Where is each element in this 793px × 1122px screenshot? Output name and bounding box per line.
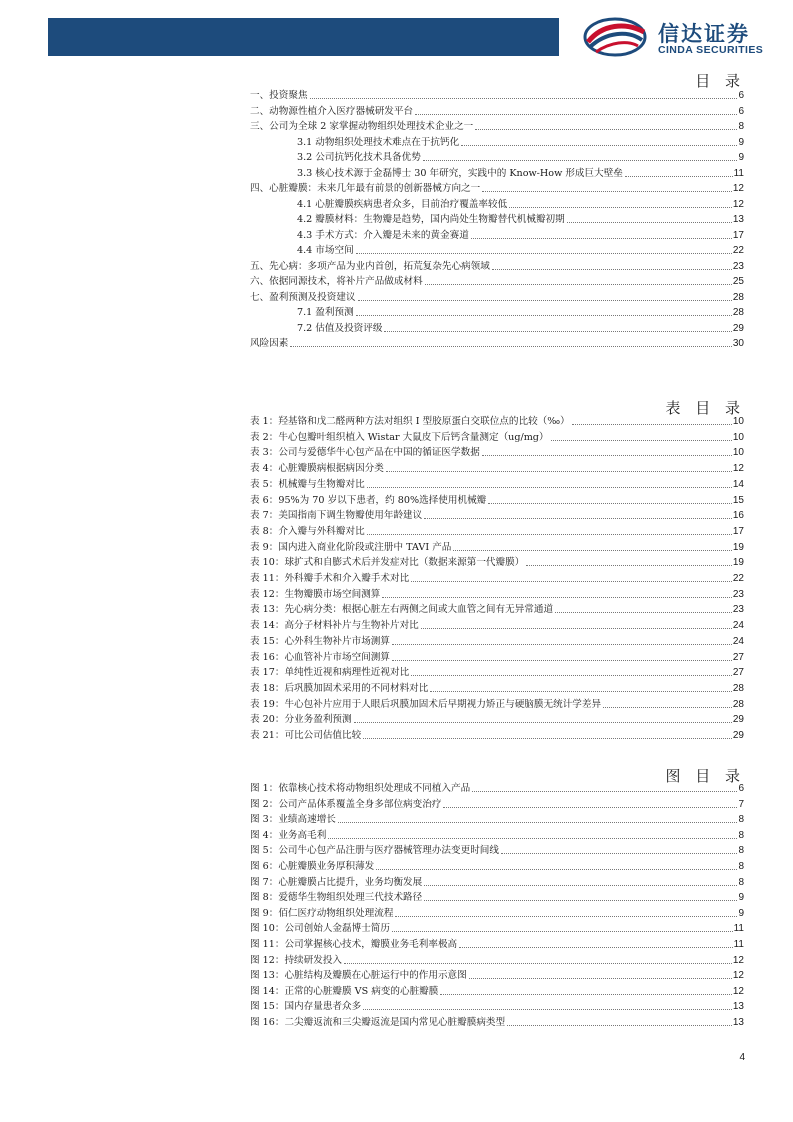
dot-leader — [356, 253, 732, 254]
dot-leader — [386, 471, 732, 472]
figure-entry-label: 图 5：公司牛心包产品注册与医疗器械管理办法变更时间线 — [250, 845, 499, 857]
figure-entry-page: 7 — [738, 798, 744, 810]
table-entry-page: 16 — [732, 510, 744, 522]
dot-leader — [471, 238, 732, 239]
contents-entry[interactable] — [250, 336, 744, 350]
table-entry[interactable] — [250, 618, 744, 632]
dot-leader — [424, 518, 732, 519]
figure-entry-label: 图 13：心脏结构及瓣膜在心脏运行中的作用示意图 — [250, 970, 467, 982]
dot-leader — [482, 455, 732, 456]
table-entry-label: 表 6：95%为 70 岁以下患者，约 80%选择使用机械瓣 — [250, 494, 487, 506]
table-entry-label: 表 2：牛心包瓣叶组织植入 Wistar 大鼠皮下后钙含量测定（ug/mg） — [250, 431, 549, 443]
table-entry[interactable] — [250, 540, 744, 554]
table-entry-label: 表 10：球扩式和自膨式术后并发症对比（数据来源第一代瓣膜） — [250, 557, 525, 569]
contents-entry-label: 3.1 动物组织处理技术难点在于抗钙化 — [297, 136, 460, 148]
contents-entry[interactable] — [297, 305, 744, 319]
cinda-logo-icon — [582, 14, 648, 60]
dot-leader — [440, 994, 732, 995]
contents-entry-page: 9 — [738, 152, 744, 163]
figure-entry[interactable] — [250, 859, 744, 873]
figure-entry-page: 12 — [732, 954, 744, 966]
contents-entry-label: 七、盈利预测及投资建议 — [250, 291, 356, 303]
figure-entry-page: 13 — [732, 1001, 744, 1013]
table-entry-label: 表 16：心血管补片市场空间测算 — [250, 651, 390, 663]
contents-entry[interactable] — [297, 321, 744, 335]
table-entry-label: 表 5：机械瓣与生物瓣对比 — [250, 478, 365, 490]
contents-entry[interactable] — [250, 119, 744, 133]
dot-leader — [461, 145, 737, 146]
figure-entry[interactable] — [250, 968, 744, 982]
table-entry[interactable] — [250, 430, 744, 444]
table-entry[interactable] — [250, 524, 744, 538]
figure-entry[interactable] — [250, 843, 744, 857]
table-entry[interactable] — [250, 477, 744, 491]
contents-entry[interactable] — [297, 150, 744, 164]
dot-leader — [425, 284, 732, 285]
table-entry-page: 24 — [732, 620, 744, 632]
dot-leader — [395, 916, 737, 917]
figure-entry[interactable] — [250, 797, 744, 811]
figure-entry[interactable] — [250, 875, 744, 889]
contents-entry-label: 4.2 瓣膜材料：生物瓣是趋势，国内尚处生物瓣替代机械瓣初期 — [297, 214, 565, 225]
contents-entry[interactable] — [250, 181, 744, 195]
figure-entry-label: 图 3：业绩高速增长 — [250, 814, 336, 826]
table-entry-page: 10 — [732, 416, 744, 427]
figure-entry-page: 12 — [732, 970, 744, 982]
contents-entry-page: 13 — [732, 214, 744, 225]
figure-entry-page: 6 — [738, 783, 744, 794]
figure-entry[interactable] — [250, 984, 744, 998]
figures-title: 图 目 录 — [665, 767, 745, 785]
table-entry-label: 表 8：介入瓣与外科瓣对比 — [250, 525, 365, 537]
contents-entry[interactable] — [297, 166, 744, 180]
figure-entry-page: 12 — [732, 985, 744, 997]
table-entry-label: 表 9：国内进入商业化阶段或注册中 TAVI 产品 — [250, 541, 452, 553]
table-entry-page: 19 — [732, 557, 744, 569]
contents-entry[interactable] — [297, 212, 744, 226]
dot-leader — [555, 612, 732, 613]
dot-leader — [526, 565, 732, 566]
table-entry[interactable] — [250, 461, 744, 475]
contents-entry-page: 11 — [733, 167, 744, 179]
tables-title: 表 目 录 — [665, 399, 745, 417]
figure-entry[interactable] — [250, 906, 744, 920]
table-entry-label: 表 18：后巩膜加固术采用的不同材料对比 — [250, 682, 429, 694]
dot-leader — [328, 838, 737, 839]
brand-name-en: CINDA SECURITIES — [658, 44, 764, 56]
header-bar — [48, 18, 559, 56]
contents-entry-label: 四、心脏瓣膜：未来几年最有前景的创新器械方向之一 — [250, 183, 481, 194]
figure-entry-page: 8 — [738, 845, 744, 857]
dot-leader — [344, 963, 732, 964]
brand-logo — [582, 14, 772, 60]
contents-entry[interactable] — [250, 290, 744, 304]
contents-entry-page: 25 — [732, 276, 744, 287]
dot-leader — [453, 550, 731, 551]
contents-entry[interactable] — [297, 197, 744, 211]
figure-entry[interactable] — [250, 953, 744, 967]
figure-entry-page: 11 — [733, 939, 744, 950]
figure-entry-page: 8 — [738, 829, 744, 841]
figure-entry-label: 图 11：公司掌握核心技术，瓣膜业务毛利率极高 — [250, 939, 458, 950]
table-entry[interactable] — [250, 493, 744, 507]
dot-leader — [459, 947, 732, 948]
figure-entry-page: 8 — [738, 876, 744, 888]
figure-entry-label: 图 16：二尖瓣返流和三尖瓣返流是国内常见心脏瓣膜病类型 — [250, 1017, 506, 1028]
table-entry-label: 表 7：美国指南下调生物瓣使用年龄建议 — [250, 510, 423, 522]
dot-leader — [472, 791, 737, 792]
contents-entry-page: 12 — [732, 183, 744, 194]
figure-entry[interactable] — [250, 812, 744, 826]
contents-entry-page: 23 — [732, 260, 744, 272]
dot-leader — [482, 191, 732, 192]
dot-leader — [356, 315, 732, 316]
figure-entry-label: 图 2：公司产品体系覆盖全身多部位病变治疗 — [250, 798, 442, 810]
dot-leader — [603, 707, 732, 708]
figure-entry-page: 8 — [738, 861, 744, 872]
table-entry[interactable] — [250, 634, 744, 648]
dot-leader — [411, 581, 732, 582]
table-entry-label: 表 12：生物瓣膜市场空间测算 — [250, 588, 381, 600]
table-entry-page: 24 — [732, 635, 744, 647]
contents-entry-label: 7.1 盈利预测 — [297, 307, 354, 318]
dot-leader — [415, 114, 737, 115]
contents-entry-page: 28 — [732, 307, 744, 318]
table-entry-page: 23 — [732, 588, 744, 600]
table-entry[interactable] — [250, 508, 744, 522]
figure-entry[interactable] — [250, 999, 744, 1013]
figure-entry[interactable] — [250, 828, 744, 842]
contents-entry[interactable] — [297, 135, 744, 149]
table-entry-page: 27 — [732, 667, 744, 679]
table-entry-page: 29 — [732, 730, 744, 741]
contents-entry[interactable] — [297, 228, 744, 242]
contents-entry-page: 28 — [732, 291, 744, 303]
table-entry-label: 表 15：心外科生物补片市场测算 — [250, 635, 390, 647]
figure-entry[interactable] — [250, 937, 744, 951]
figure-entry-label: 图 4：业务高毛利 — [250, 829, 327, 841]
contents-entry-page: 30 — [732, 338, 744, 349]
table-entry-label: 表 14：高分子材料补片与生物补片对比 — [250, 620, 419, 632]
table-entry[interactable] — [250, 587, 744, 601]
dot-leader — [572, 424, 732, 425]
table-entry[interactable] — [250, 712, 744, 726]
table-entry-label: 表 11：外科瓣手术和介入瓣手术对比 — [250, 573, 410, 584]
dot-leader — [567, 222, 732, 223]
contents-entry-label: 六、依据同源技术，将补片产品做成材料 — [250, 276, 423, 287]
contents-entry-label: 4.4 市场空间 — [297, 245, 354, 256]
contents-entry-label: 7.2 估值及投资评级 — [297, 322, 383, 334]
contents-entry-page: 12 — [732, 198, 744, 210]
dot-leader — [469, 978, 732, 979]
table-entry[interactable] — [250, 414, 744, 428]
dot-leader — [551, 440, 732, 441]
brand-name-cn: 信达证券 — [658, 22, 750, 46]
contents-entry-label: 二、动物源性植介入医疗器械研发平台 — [250, 105, 414, 117]
contents-entry-page: 9 — [738, 136, 744, 148]
table-entry-page: 19 — [732, 541, 744, 553]
figure-entry[interactable] — [250, 890, 744, 904]
dot-leader — [358, 300, 732, 301]
dot-leader — [488, 503, 732, 504]
table-entry-page: 29 — [732, 714, 744, 726]
dot-leader — [475, 129, 737, 130]
contents-entry-page: 29 — [732, 322, 744, 334]
dot-leader — [507, 1025, 732, 1026]
table-entry[interactable] — [250, 665, 744, 679]
figure-entry-label: 图 12：持续研发投入 — [250, 954, 343, 966]
dot-leader — [443, 807, 737, 808]
dot-leader — [376, 869, 737, 870]
figure-entry[interactable] — [250, 1015, 744, 1029]
figure-entry-label: 图 14：正常的心脏瓣膜 VS 病变的心脏瓣膜 — [250, 985, 439, 997]
figure-entry-label: 图 15：国内存量患者众多 — [250, 1001, 362, 1013]
table-entry[interactable] — [250, 697, 744, 711]
contents-entry-page: 6 — [738, 105, 744, 117]
table-entry-label: 表 4：心脏瓣膜病根据病因分类 — [250, 463, 384, 475]
table-entry-page: 17 — [732, 525, 744, 537]
table-entry[interactable] — [250, 445, 744, 459]
table-entry[interactable] — [250, 728, 744, 742]
dot-leader — [367, 534, 732, 535]
figure-entry-label: 图 10：公司创始人金磊博士简历 — [250, 923, 390, 935]
contents-entry-page: 22 — [732, 245, 744, 256]
figure-entry-label: 图 8：爱德华生物组织处理三代技术路径 — [250, 892, 423, 904]
table-entry[interactable] — [250, 602, 744, 616]
dot-leader — [392, 644, 732, 645]
contents-entry-label: 4.1 心脏瓣膜疾病患者众多，目前治疗覆盖率较低 — [297, 198, 508, 210]
table-entry-page: 10 — [732, 447, 744, 459]
table-entry-page: 27 — [732, 651, 744, 663]
dot-leader — [363, 1009, 732, 1010]
dot-leader — [424, 885, 737, 886]
contents-entry-label: 风险因素 — [250, 338, 289, 349]
table-entry-page: 12 — [732, 463, 744, 475]
dot-leader — [310, 98, 738, 99]
table-entry-label: 表 20：分业务盈利预测 — [250, 714, 352, 726]
table-entry-page: 15 — [732, 494, 744, 506]
dot-leader — [423, 160, 738, 161]
figure-entry-page: 9 — [738, 892, 744, 904]
table-entry-label: 表 1：羟基铬和戊二醛两种方法对组织 I 型胶原蛋白交联位点的比较（‰） — [250, 416, 570, 427]
contents-entry[interactable] — [250, 274, 744, 288]
contents-entry-page: 6 — [738, 90, 744, 101]
table-entry-page: 10 — [732, 431, 744, 443]
contents-entry-label: 3.2 公司抗钙化技术具备优势 — [297, 152, 421, 163]
figure-entry-label: 图 9：佰仁医疗动物组织处理流程 — [250, 907, 394, 919]
figure-entry-label: 图 7：心脏瓣膜占比提升，业务均衡发展 — [250, 876, 423, 888]
table-entry[interactable] — [250, 555, 744, 569]
dot-leader — [421, 628, 732, 629]
contents-entry[interactable] — [250, 259, 744, 273]
contents-entry[interactable] — [250, 88, 744, 102]
table-entry[interactable] — [250, 681, 744, 695]
figure-entry-page: 11 — [733, 923, 744, 935]
contents-entry-label: 五、先心病：多项产品为业内首创，拓荒复杂先心病领域 — [250, 260, 490, 272]
contents-entry-label: 三、公司为全球 2 家掌握动物组织处理技术企业之一 — [250, 121, 474, 132]
table-entry-page: 23 — [732, 604, 744, 616]
dot-leader — [392, 660, 732, 661]
dot-leader — [354, 722, 732, 723]
dot-leader — [509, 207, 732, 208]
contents-entry-label: 3.3 核心技术源于金磊博士 30 年研究，实践中的 Know-How 形成巨大壁垒 — [297, 167, 623, 179]
figure-entry-page: 13 — [732, 1017, 744, 1028]
table-entry-page: 28 — [732, 682, 744, 694]
page-number: 4 — [739, 1052, 745, 1063]
dot-leader — [625, 176, 733, 177]
table-entry-label: 表 21：可比公司估值比较 — [250, 730, 362, 741]
table-entry-page: 28 — [732, 698, 744, 710]
dot-leader — [384, 331, 731, 332]
table-entry-page: 14 — [732, 478, 744, 490]
dot-leader — [492, 269, 732, 270]
dot-leader — [501, 853, 737, 854]
dot-leader — [338, 822, 738, 823]
dot-leader — [382, 597, 731, 598]
table-entry-label: 表 3：公司与爱德华牛心包产品在中国的循证医学数据 — [250, 447, 480, 459]
contents-entry[interactable] — [250, 104, 744, 118]
figure-entry-label: 图 6：心脏瓣膜业务厚积薄发 — [250, 861, 375, 872]
dot-leader — [290, 346, 732, 347]
contents-entry-label: 一、投资聚焦 — [250, 90, 308, 101]
table-entry-label: 表 17：单纯性近视和病理性近视对比 — [250, 667, 410, 679]
contents-entry-page: 8 — [738, 121, 744, 132]
dot-leader — [367, 487, 732, 488]
figure-entry-label: 图 1：依靠核心技术将动物组织处理成不同植入产品 — [250, 783, 471, 794]
contents-entry-label: 4.3 手术方式：介入瓣是未来的黄金赛道 — [297, 229, 469, 241]
dot-leader — [424, 900, 737, 901]
dot-leader — [411, 675, 732, 676]
contents-title: 目 录 — [695, 72, 745, 90]
dot-leader — [392, 931, 733, 932]
table-entry-label: 表 19：牛心包补片应用于人眼后巩膜加固术后早期视力矫正与硬脑膜无统计学差异 — [250, 698, 602, 710]
figure-entry[interactable] — [250, 921, 744, 935]
table-entry-label: 表 13：先心病分类：根据心脏左右两侧之间或大血管之间有无异常通道 — [250, 604, 554, 616]
contents-entry[interactable] — [297, 243, 744, 257]
dot-leader — [430, 691, 732, 692]
figure-entry-page: 8 — [738, 814, 744, 826]
contents-entry-page: 17 — [732, 229, 744, 241]
table-entry[interactable] — [250, 571, 744, 585]
table-entry-page: 22 — [732, 573, 744, 584]
table-entry[interactable] — [250, 650, 744, 664]
figure-entry[interactable] — [250, 781, 744, 795]
figure-entry-page: 9 — [738, 907, 744, 919]
dot-leader — [363, 738, 732, 739]
